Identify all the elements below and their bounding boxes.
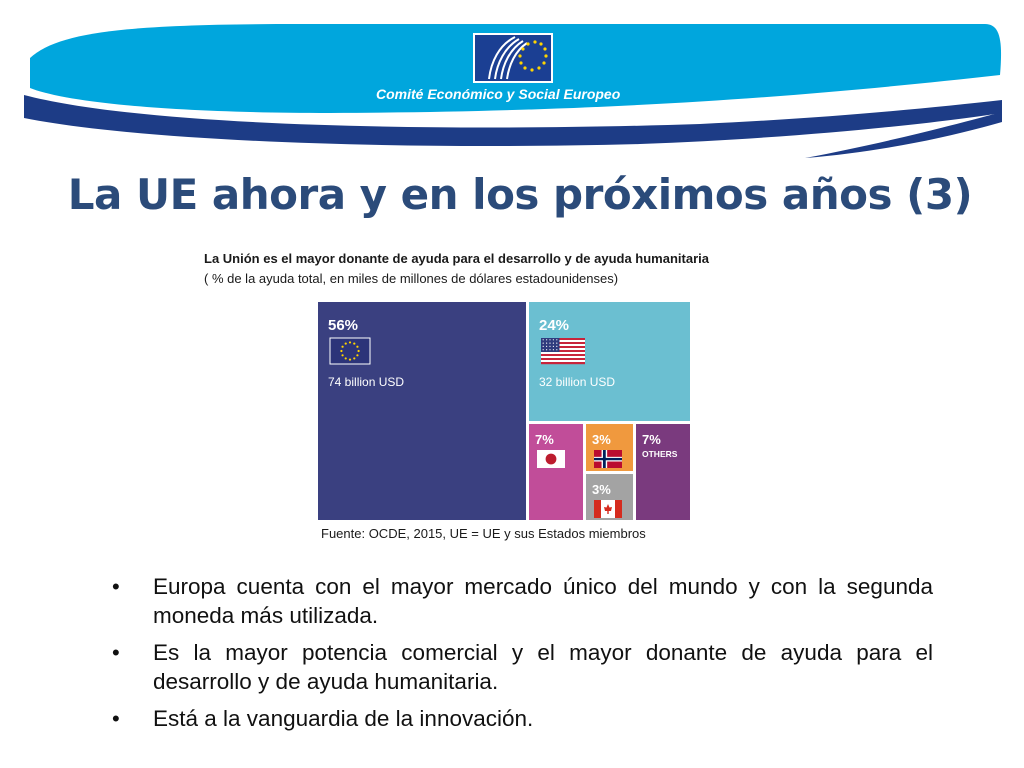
eesc-logo bbox=[473, 33, 553, 83]
norway-flag-icon bbox=[594, 450, 622, 468]
treemap-chart bbox=[318, 302, 690, 520]
organization-name: Comité Económico y Social Europeo bbox=[376, 86, 621, 102]
cell-percent-label: 56% bbox=[328, 317, 359, 334]
bullet-item: • Europa cuenta con el mayor mercado único del mundo y con la segunda moneda más utilizada. bbox=[110, 572, 933, 630]
bullet-item: • Es la mayor potencia comercial y el mayor donante de ayuda para el desarrollo y de ayuda humanitaria. bbox=[110, 638, 933, 696]
eu-flag-icon bbox=[330, 338, 370, 364]
japan-flag-icon bbox=[537, 450, 565, 468]
canada-flag-icon bbox=[594, 500, 622, 518]
cell-percent-label: 7% bbox=[642, 432, 661, 447]
cell-percent-label: 3% bbox=[592, 482, 611, 497]
bullet-list bbox=[110, 572, 933, 741]
cell-amount-label: 32 billion USD bbox=[539, 375, 616, 389]
cell-percent-label: 7% bbox=[535, 432, 554, 447]
header-banner bbox=[0, 0, 1024, 170]
usa-flag-icon bbox=[541, 338, 585, 364]
chart-subtitle: ( % de la ayuda total, en miles de millones de dólares estadounidenses) bbox=[204, 271, 619, 286]
cell-name-label: OTHERS bbox=[642, 449, 678, 459]
chart-source: Fuente: OCDE, 2015, UE = UE y sus Estados miembros bbox=[321, 526, 646, 541]
bullet-item: • Está a la vanguardia de la innovación. bbox=[110, 704, 933, 733]
treemap-cell bbox=[318, 302, 526, 520]
cell-percent-label: 3% bbox=[592, 432, 611, 447]
cell-amount-label: 74 billion USD bbox=[328, 375, 405, 389]
page-title: La UE ahora y en los próximos años (3) bbox=[67, 170, 973, 219]
cell-percent-label: 24% bbox=[539, 317, 570, 334]
chart-title: La Unión es el mayor donante de ayuda para el desarrollo y de ayuda humanitaria bbox=[204, 251, 709, 266]
